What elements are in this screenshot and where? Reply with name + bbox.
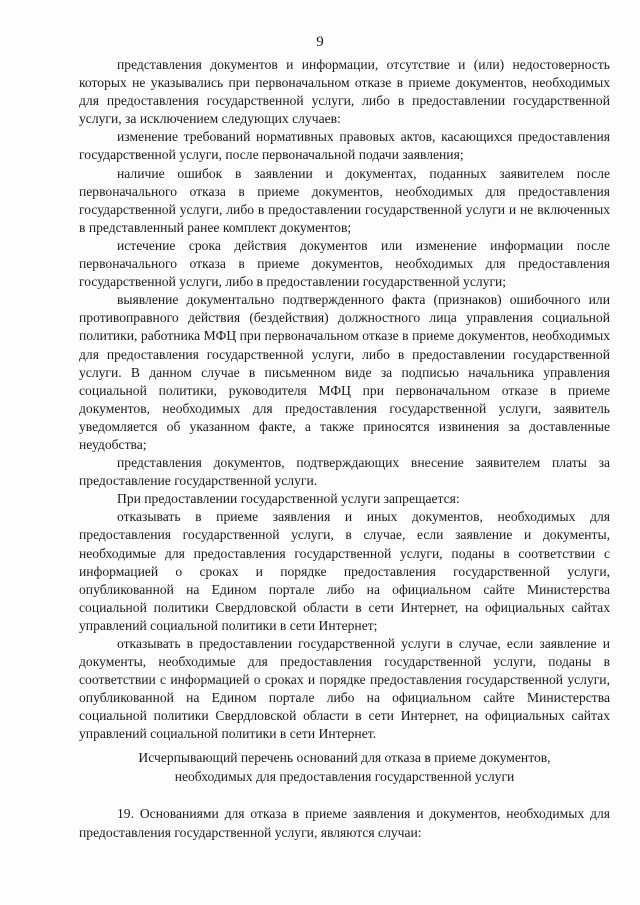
paragraph: отказывать в предоставлении государственной услуги в случае, если заявление и документы, необходимые для предоставления государственной услуги, поданы в соответствии с информацией о сроках и порядке предоставления государственной услуги, опубликованной на Едином портале либо на официальном сайте Министерства социальной политики Свердловской области в сети Интернет, на официальных сайтах управлений социальной политики в сети Интернет. <box>79 636 610 742</box>
paragraph: истечение срока действия документов или изменение информации после первоначального отказа в приеме документов, необходимых для предоставления государственной услуги, либо в предоставлении государственной услуги; <box>79 237 610 290</box>
body-text <box>79 56 610 744</box>
paragraph: изменение требований нормативных правовых актов, касающихся предоставления государственной услуги, после первоначальной подачи заявления; <box>79 129 610 163</box>
page-number: 9 <box>316 34 324 50</box>
paragraph: При предоставлении государственной услуги запрещается: <box>117 491 460 507</box>
paragraph: отказывать в приеме заявления и иных документов, необходимых для предоставления государственной услуги, в случае, если заявление и документы, необходимые для предоставления государственной услуги, поданы в соответствии с информацией о сроках и порядке предоставления государственной услуги, опубликованной на Едином портале либо на официальном сайте Министерства социальной политики Свердловской области в сети Интернет, на официальных сайтах управлений социальной политики в сети Интернет; <box>79 509 610 633</box>
section-title-line: необходимых для предоставления государственной услуги <box>174 768 515 784</box>
paragraph: представления документов, подтверждающих внесение заявителем платы за предоставление государственной услуги. <box>79 455 610 489</box>
paragraph: выявление документально подтвержденного факта (признаков) ошибочного или противоправного действия (бездействия) должностного лица управления социальной политики, работника МФЦ при первоначальном отказе в приеме документов, необходимых для предоставления государственной услуги, либо в предоставлении государственной услуги. В данном случае в письменном виде за подписью начальника управления социальной политики, руководителя МФЦ при первоначальном отказе в приеме документов, необходимых для предоставления государственной услуги, заявитель уведомляется об указанном факте, а также приносятся извинения за доставленные неудобства; <box>79 292 610 452</box>
section-title-line: Исчерпывающий перечень оснований для отказа в приеме документов, <box>138 750 551 765</box>
clause-paragraph: 19. Основаниями для отказа в приеме заявления и документов, необходимых для предоставления государственной услуги, являются случаи: <box>79 806 610 840</box>
clause-19 <box>79 805 610 842</box>
section-title <box>79 749 610 786</box>
paragraph: наличие ошибок в заявлении и документах, поданных заявителем после первоначального отказа в приеме документов, необходимых для предоставления государственной услуги, либо в предоставлении государственной услуги и не включенных в представленный ранее комплект документов; <box>79 165 610 235</box>
paragraph: представления документов и информации, отсутствие и (или) недостоверность которых не указывались при первоначальном отказе в приеме документов, необходимых для предоставления государственной услуги, либо в предоставлении государственной услуги, за исключением следующих случаев: <box>79 57 610 127</box>
